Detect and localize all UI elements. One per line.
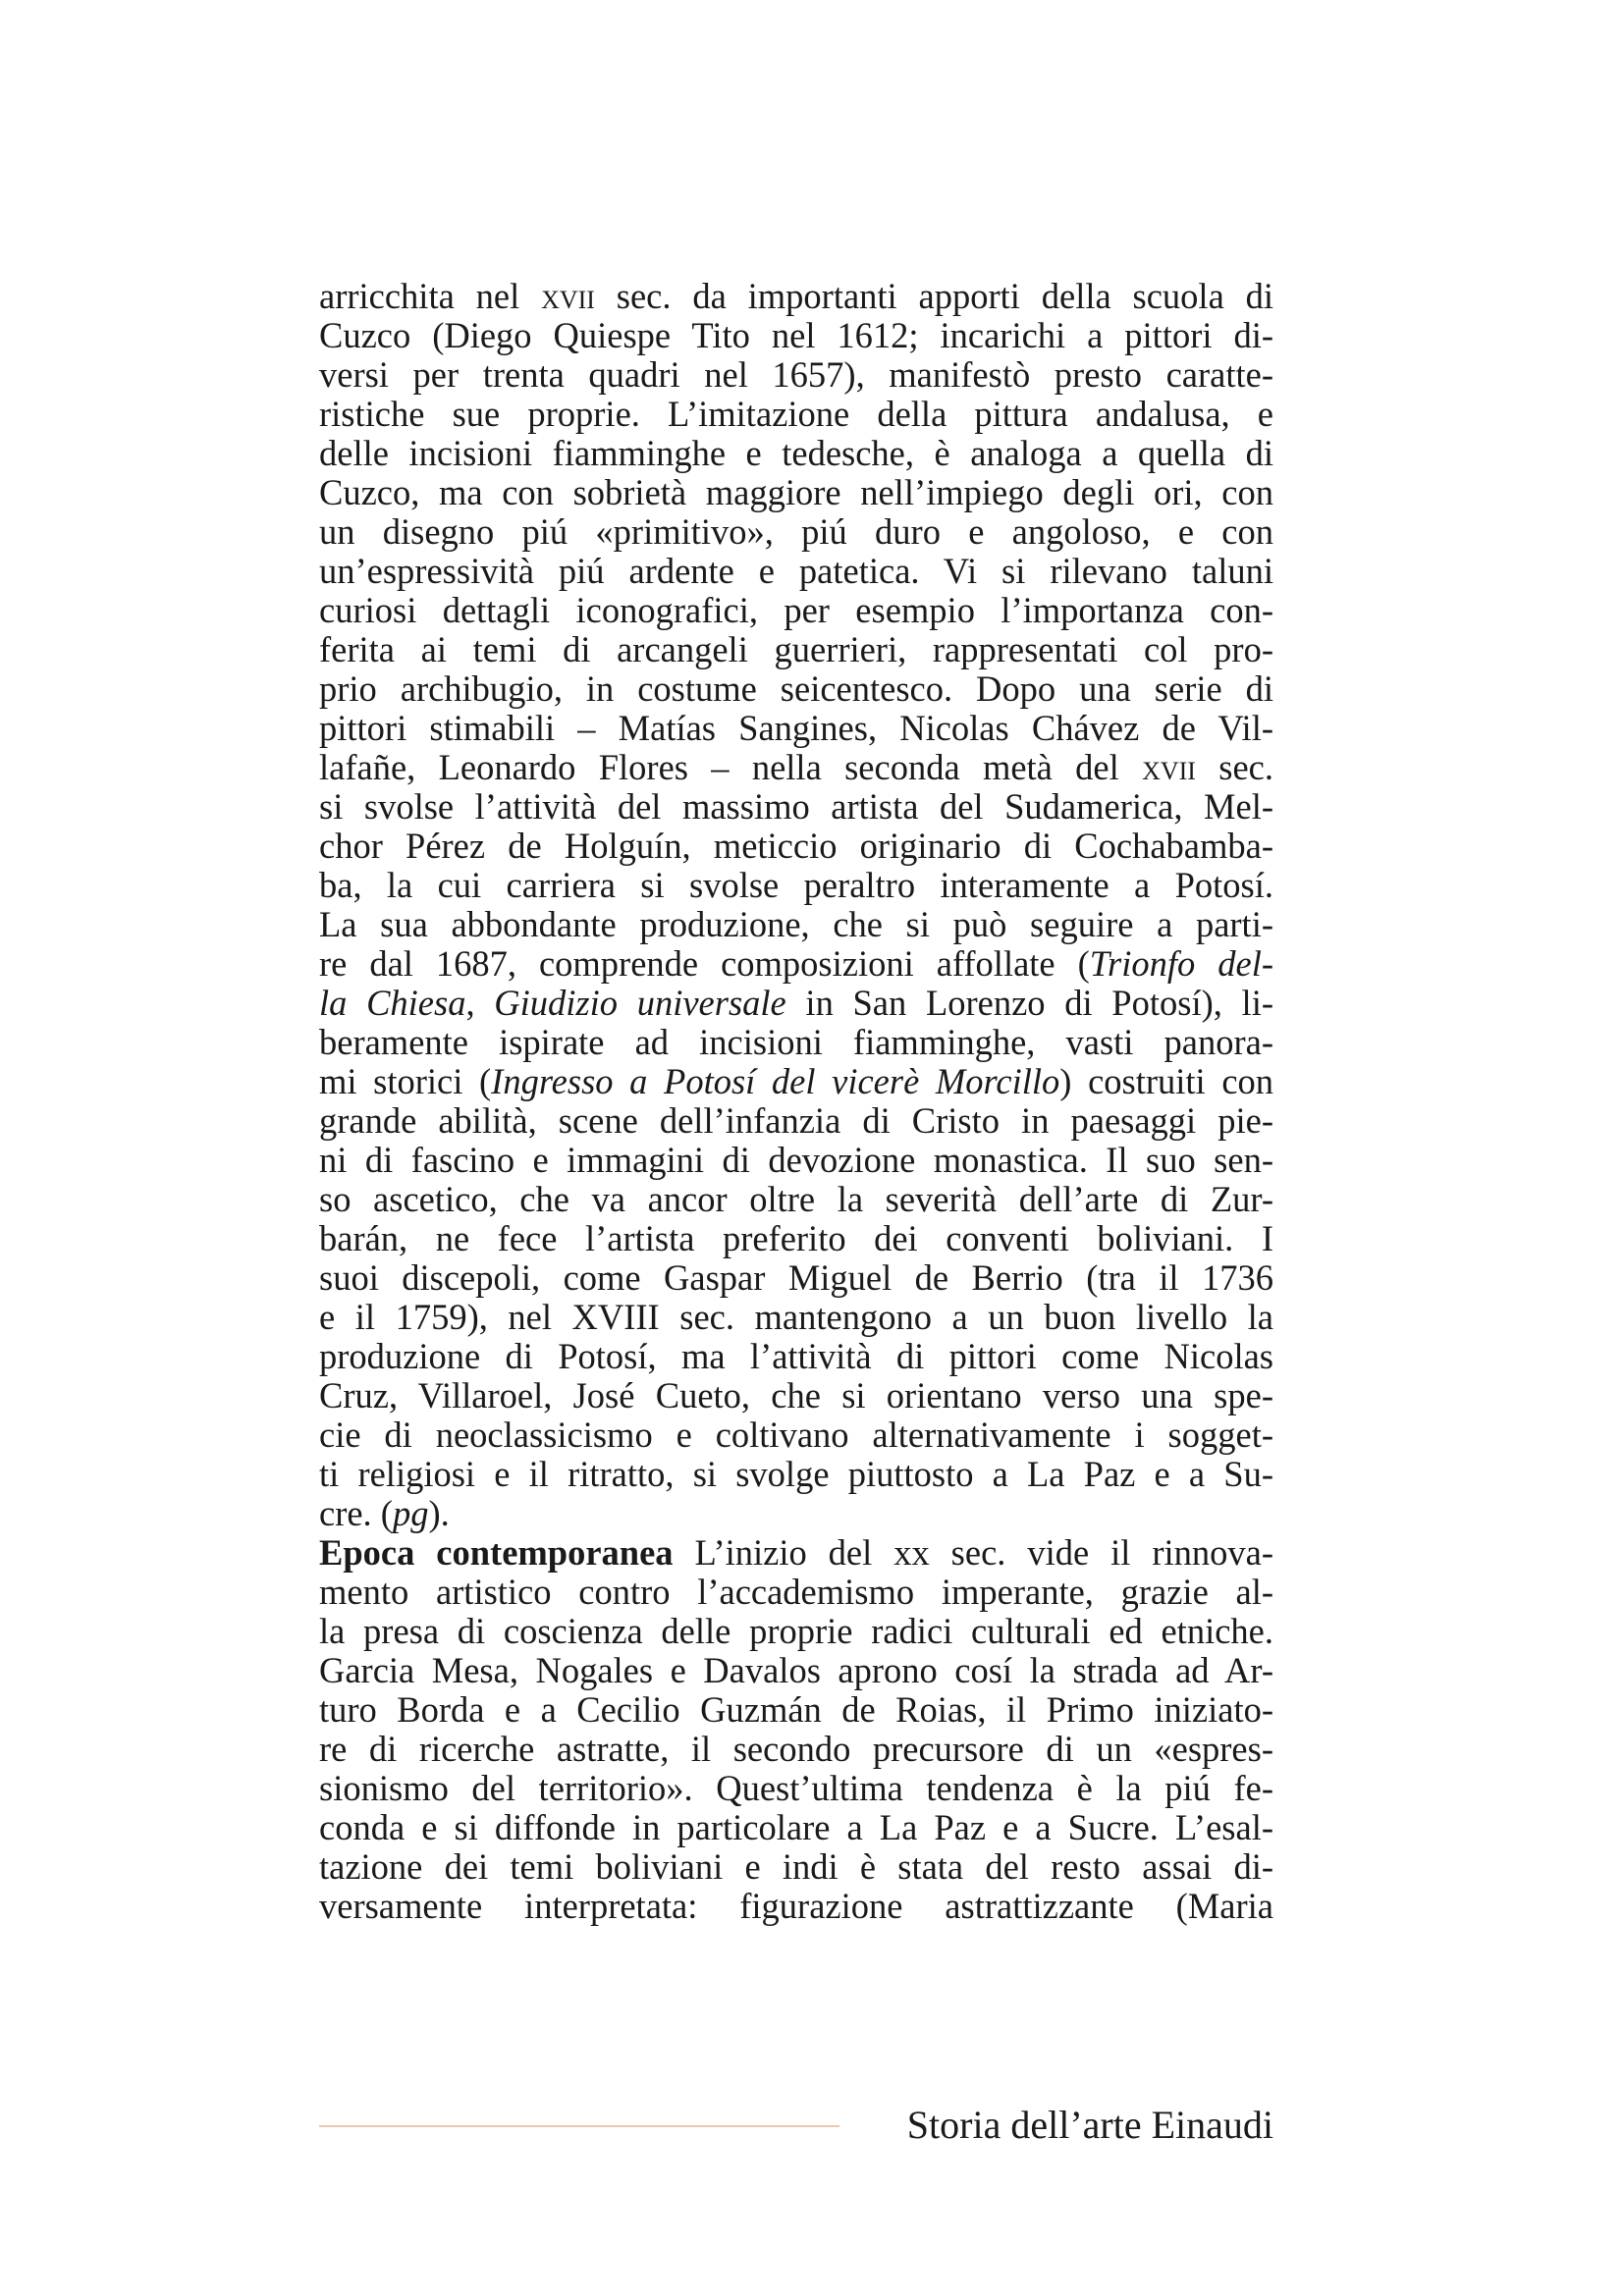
text-segment: mi storici (: [319, 1062, 492, 1101]
text-segment: un’espressività piú ardente e patetica. Vi si rilevano taluni: [319, 552, 1273, 591]
text-segment: ti religiosi e il ritratto, si svolge piuttosto a La Paz e a Su-: [319, 1455, 1273, 1494]
text-line: [319, 1651, 1273, 1690]
text-line: [319, 1847, 1273, 1887]
text-segment: arricchita nel: [319, 277, 542, 316]
text-line: [319, 944, 1273, 984]
text-segment: Ingresso a Potosí del vicerè Morcillo: [491, 1062, 1060, 1101]
text-segment: La sua abbondante produzione, che si può seguire a parti-: [319, 905, 1273, 944]
text-segment: pg: [392, 1494, 429, 1533]
text-segment: sionismo del territorio». Quest’ultima tendenza è la piú fe-: [319, 1769, 1273, 1808]
text-line: [319, 1180, 1273, 1219]
text-line: [319, 630, 1273, 669]
text-segment: xvii: [1142, 748, 1196, 787]
text-segment: ferita ai temi di arcangeli guerrieri, rappresentati col pro-: [319, 630, 1273, 669]
text-segment: tazione dei temi boliviani e indi è stata del resto assai di-: [319, 1847, 1273, 1887]
text-line: [319, 316, 1273, 355]
text-segment: re di ricerche astratte, il secondo precursore di un «espres-: [319, 1730, 1273, 1769]
text-segment: ,: [465, 984, 495, 1023]
text-segment: sec. mantengono a un buon livello la: [659, 1298, 1273, 1337]
text-line: [319, 1455, 1273, 1494]
text-segment: chor Pérez de Holguín, meticcio originario di Cochabamba-: [319, 827, 1273, 866]
text-line: [319, 1690, 1273, 1730]
text-segment: delle incisioni fiamminghe e tedesche, è analoga a quella di: [319, 434, 1273, 473]
text-segment: la Chiesa: [319, 984, 466, 1023]
page-footer: [319, 2101, 1273, 2150]
text-line: [319, 709, 1273, 748]
text-line: [319, 1730, 1273, 1769]
text-line: [319, 1337, 1273, 1376]
text-line: [319, 395, 1273, 434]
text-segment: turo Borda e a Cecilio Guzmán de Roias, il Primo iniziato-: [319, 1690, 1273, 1730]
text-segment: la presa di coscienza delle proprie radici culturali ed etniche.: [319, 1612, 1273, 1651]
text-line: [319, 591, 1273, 630]
text-line: [319, 1573, 1273, 1612]
text-line: [319, 1533, 1273, 1573]
footer-rule: [319, 2125, 839, 2127]
text-line: [319, 1062, 1273, 1101]
text-line: [319, 866, 1273, 905]
text-segment: beramente ispirate ad incisioni fiamminghe, vasti panora-: [319, 1023, 1273, 1062]
text-segment: re dal 1687, comprende composizioni affollate (: [319, 944, 1090, 984]
text-segment: Cuzco (Diego Quiespe Tito nel 1612; incarichi a pittori di-: [319, 316, 1273, 355]
text-segment: pittori stimabili – Matías Sangines, Nicolas Chávez de Vil-: [319, 709, 1273, 748]
text-line: [319, 1258, 1273, 1298]
text-segment: prio archibugio, in costume seicentesco. Dopo una serie di: [319, 669, 1273, 709]
text-segment: mento artistico contro l’accademismo imperante, grazie al-: [319, 1573, 1273, 1612]
text-segment: ) costruiti con: [1059, 1062, 1273, 1101]
section-heading: Epoca contemporanea: [319, 1533, 674, 1573]
text-line: [319, 1101, 1273, 1141]
text-segment: sec.: [1195, 748, 1273, 787]
text-segment: Giudizio universale: [494, 984, 786, 1023]
text-line: [319, 787, 1273, 827]
text-segment: versi per trenta quadri nel 1657), manifestò presto caratte-: [319, 355, 1273, 395]
text-line: [319, 1141, 1273, 1180]
text-segment: Cruz, Villaroel, José Cueto, che si orientano verso una spe-: [319, 1376, 1273, 1415]
body-text: [319, 277, 1273, 1926]
text-segment: in San Lorenzo di Potosí), li-: [785, 984, 1273, 1023]
text-segment: XVIII: [571, 1298, 660, 1337]
text-segment: Garcia Mesa, Nogales e Davalos aprono cosí la strada ad Ar-: [319, 1651, 1273, 1690]
text-segment: suoi discepoli, come Gaspar Miguel de Berrio (tra il 1736: [319, 1258, 1273, 1298]
text-line: [319, 552, 1273, 591]
text-segment: L’inizio del xx sec. vide il rinnova-: [673, 1533, 1273, 1573]
text-segment: conda e si diffonde in particolare a La Paz e a Sucre. L’esal-: [319, 1808, 1273, 1847]
text-line: [319, 1415, 1273, 1455]
text-line: [319, 277, 1273, 316]
text-segment: curiosi dettagli iconografici, per esempio l’importanza con-: [319, 591, 1273, 630]
text-segment: Cuzco, ma con sobrietà maggiore nell’impiego degli ori, con: [319, 473, 1273, 512]
text-line: [319, 905, 1273, 944]
text-segment: cie di neoclassicismo e coltivano alternativamente i sogget-: [319, 1415, 1273, 1455]
text-line: [319, 1769, 1273, 1808]
text-line: [319, 1023, 1273, 1062]
text-segment: barán, ne fece l’artista preferito dei conventi boliviani. I: [319, 1219, 1273, 1258]
text-segment: ristiche sue proprie. L’imitazione della pittura andalusa, e: [319, 395, 1273, 434]
text-line: [319, 1887, 1273, 1926]
text-segment: xvii: [541, 277, 595, 316]
text-segment: lafañe, Leonardo Flores – nella seconda metà del: [319, 748, 1143, 787]
text-segment: Trionfo del-: [1089, 944, 1273, 984]
text-line: [319, 1298, 1273, 1337]
text-line: [319, 669, 1273, 709]
text-segment: versamente interpretata: figurazione astrattizzante (Maria: [319, 1887, 1273, 1926]
text-line: [319, 1808, 1273, 1847]
text-line: [319, 748, 1273, 787]
text-segment: produzione di Potosí, ma l’attività di pittori come Nicolas: [319, 1337, 1273, 1376]
text-segment: un disegno piú «primitivo», piú duro e angoloso, e con: [319, 512, 1273, 552]
text-segment: ni di fascino e immagini di devozione monastica. Il suo sen-: [319, 1141, 1273, 1180]
text-segment: ba, la cui carriera si svolse peraltro interamente a Potosí.: [319, 866, 1273, 905]
text-line: [319, 1612, 1273, 1651]
text-segment: grande abilità, scene dell’infanzia di Cristo in paesaggi pie-: [319, 1101, 1273, 1141]
text-line: [319, 512, 1273, 552]
text-line: [319, 1494, 1273, 1533]
text-line: [319, 434, 1273, 473]
text-segment: si svolse l’attività del massimo artista del Sudamerica, Mel-: [319, 787, 1273, 827]
text-line: [319, 827, 1273, 866]
text-segment: sec. da importanti apporti della scuola di: [594, 277, 1273, 316]
text-segment: cre. (: [319, 1494, 393, 1533]
footer-title: Storia dell’arte Einaudi: [906, 2103, 1273, 2147]
text-segment: so ascetico, che va ancor oltre la severità dell’arte di Zur-: [319, 1180, 1273, 1219]
text-line: [319, 1376, 1273, 1415]
text-segment: ).: [428, 1494, 450, 1533]
text-segment: e il 1759), nel: [319, 1298, 572, 1337]
text-line: [319, 984, 1273, 1023]
text-line: [319, 1219, 1273, 1258]
text-line: [319, 355, 1273, 395]
text-line: [319, 473, 1273, 512]
